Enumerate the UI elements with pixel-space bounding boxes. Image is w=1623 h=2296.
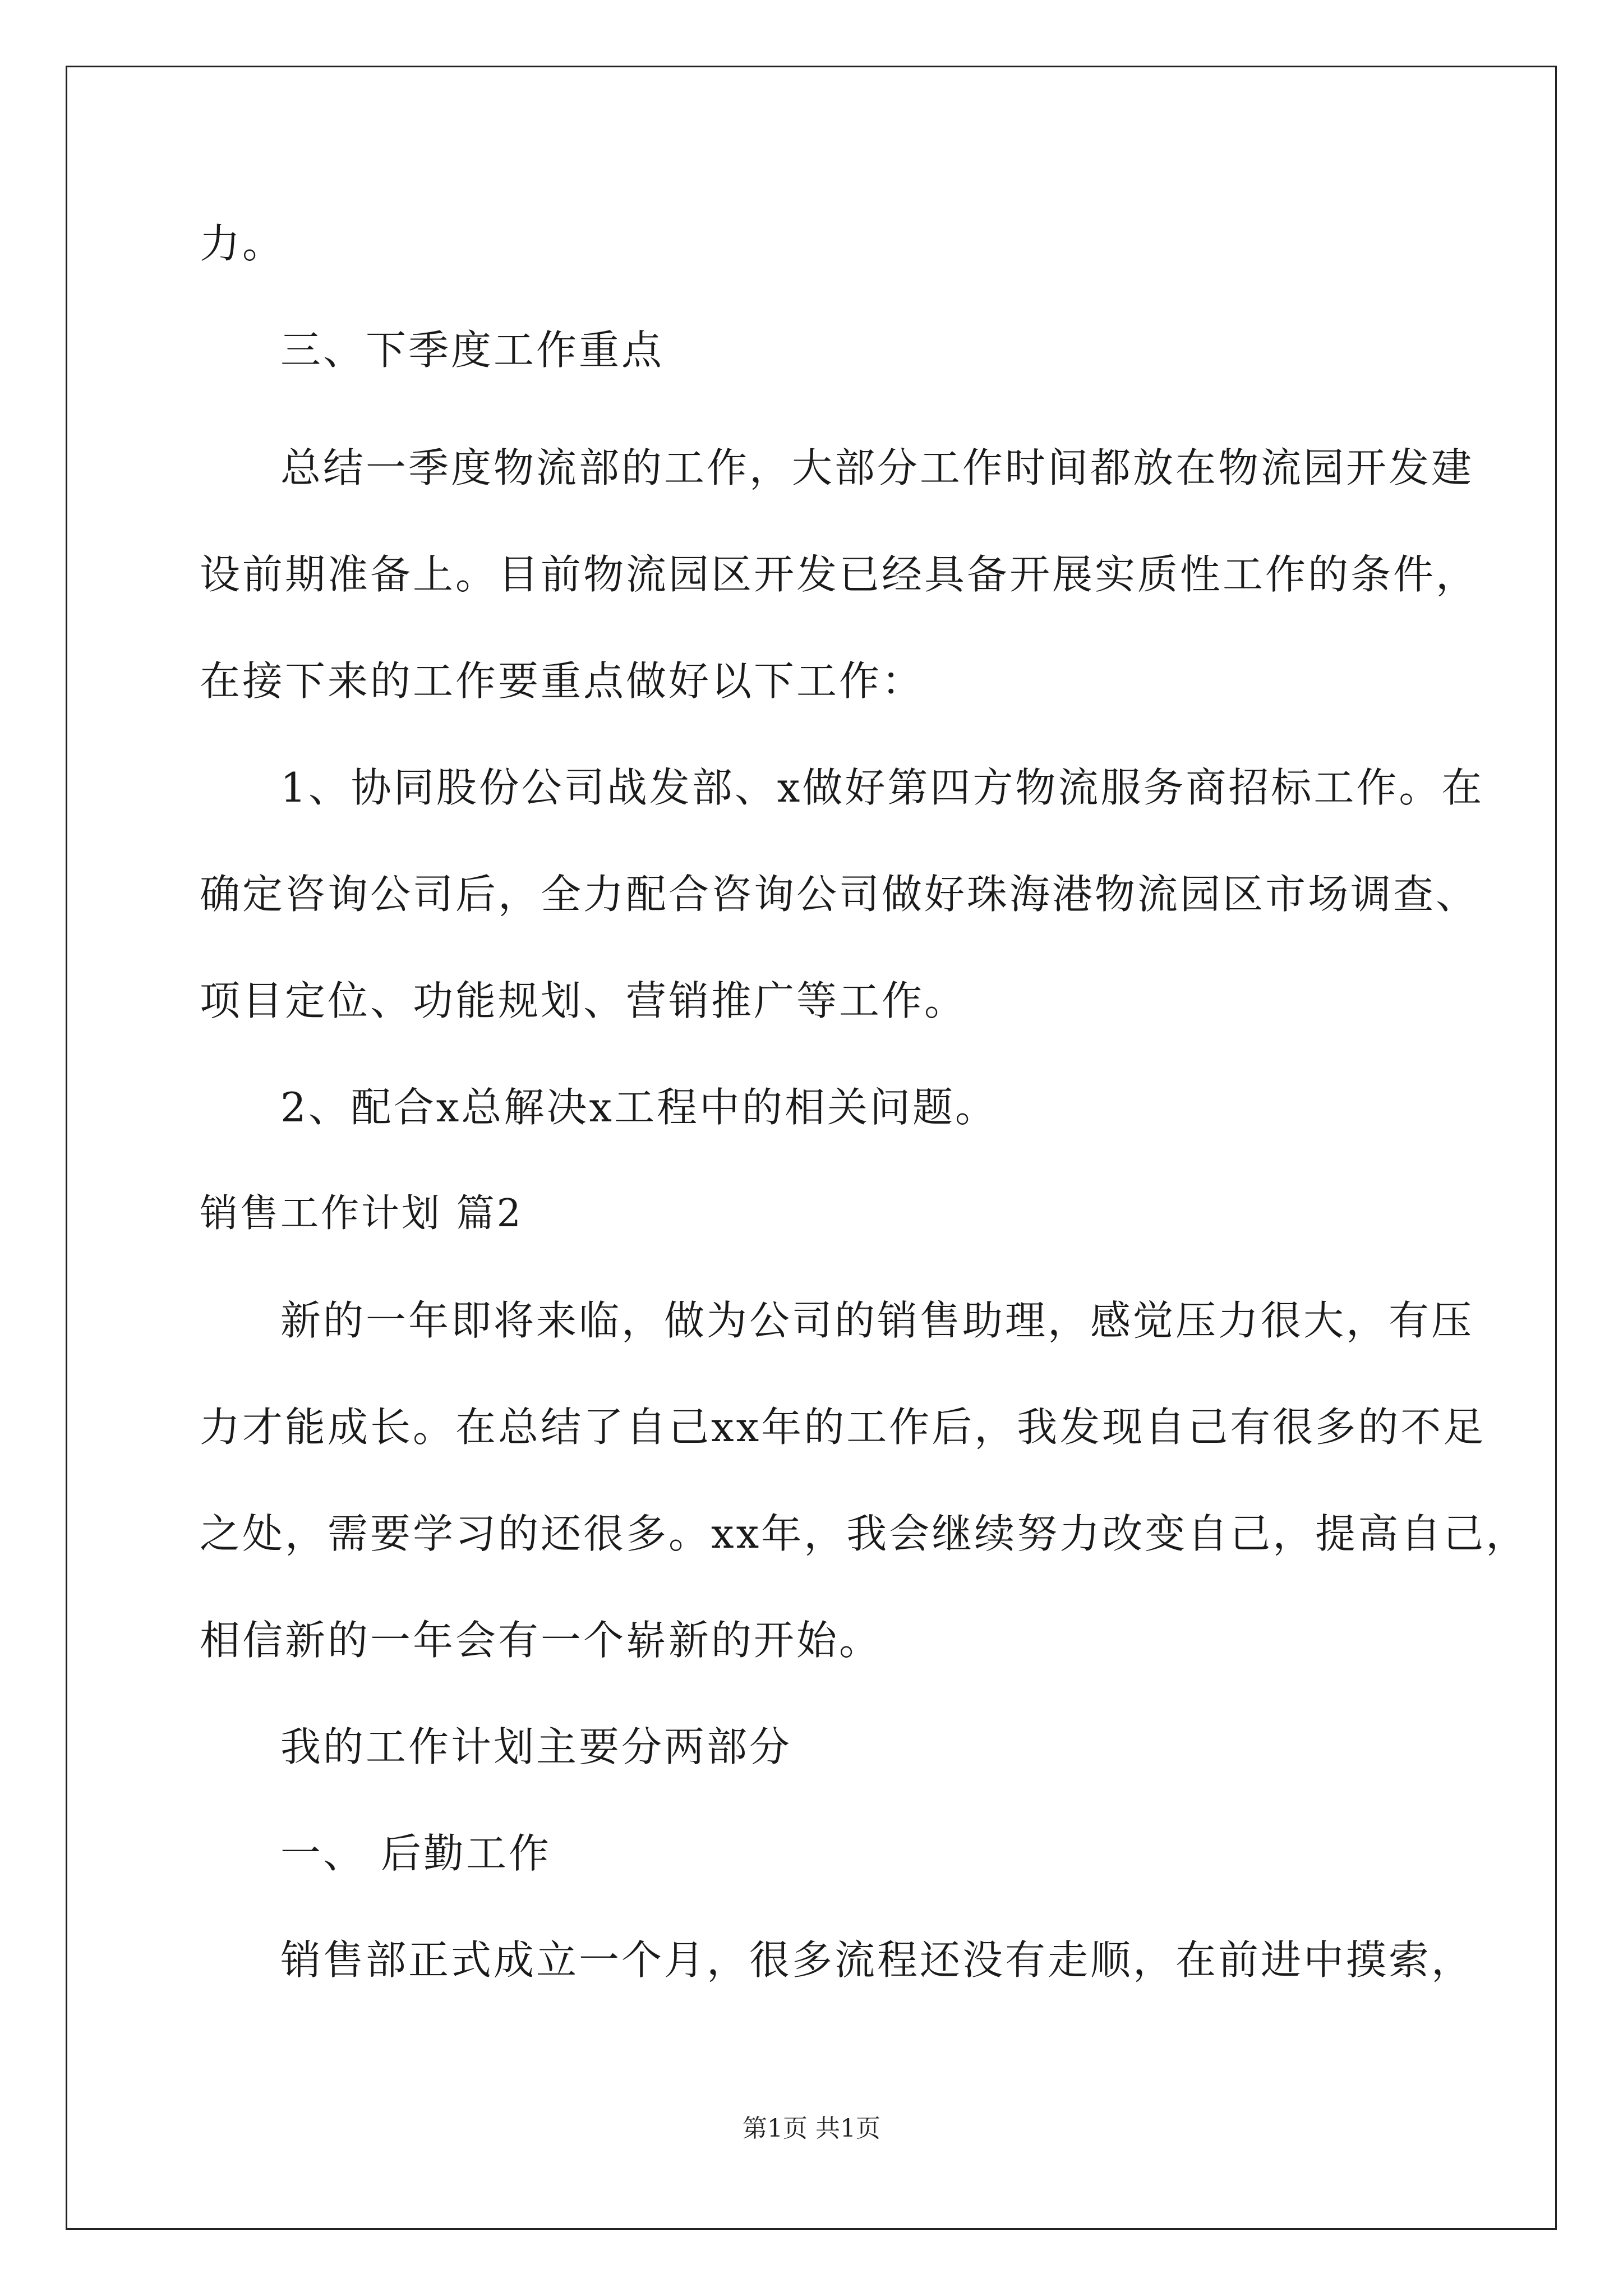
paragraph-line: 总结一季度物流部的工作，大部分工作时间都放在物流园开发建 (280, 444, 1474, 491)
page-footer: 第1页 共1页 (743, 2114, 880, 2143)
section-heading: 一、 后勤工作 (280, 1830, 551, 1877)
paragraph-line: 力才能成长。在总结了自己xx年的工作后，我发现自己有很多的不足 (200, 1404, 1486, 1451)
paragraph-line: 2、配合x总解决x工程中的相关问题。 (280, 1084, 998, 1131)
paragraph-line: 项目定位、功能规划、营销推广等工作。 (200, 977, 967, 1024)
document-title: 销售工作计划 篇2 (200, 1191, 523, 1236)
paragraph-line: 销售部正式成立一个月，很多流程还没有走顺，在前进中摸索， (280, 1936, 1474, 1984)
paragraph-line: 在接下来的工作要重点做好以下工作： (200, 657, 925, 705)
page-border (66, 66, 1557, 2230)
paragraph-line: 1、协同股份公司战发部、x做好第四方物流服务商招标工作。在 (280, 764, 1484, 811)
paragraph-line: 之处，需要学习的还很多。xx年，我会继续努力改变自己，提高自己， (200, 1510, 1529, 1557)
paragraph-line: 确定咨询公司后，全力配合咨询公司做好珠海港物流园区市场调查、 (200, 871, 1479, 918)
paragraph-line: 新的一年即将来临，做为公司的销售助理，感觉压力很大，有压 (280, 1297, 1474, 1344)
paragraph-line: 相信新的一年会有一个崭新的开始。 (200, 1617, 882, 1664)
paragraph-line: 设前期准备上。目前物流园区开发已经具备开展实质性工作的条件， (200, 551, 1479, 598)
section-heading: 三、下季度工作重点 (280, 326, 665, 374)
paragraph-line: 我的工作计划主要分两部分 (280, 1723, 792, 1770)
paragraph-line: 力。 (200, 220, 285, 267)
